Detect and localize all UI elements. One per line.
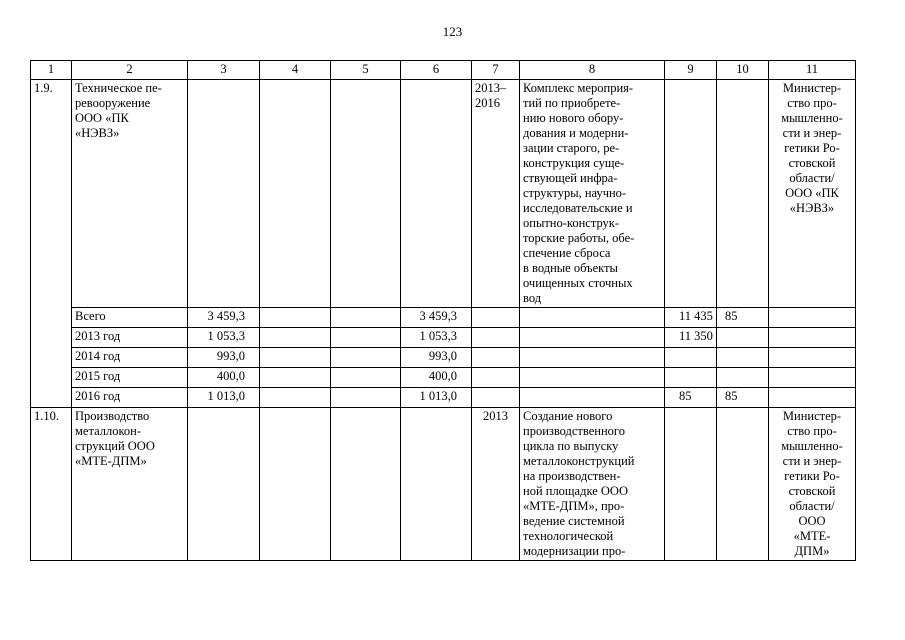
cell-empty — [769, 348, 856, 368]
sub-c6: 1 013,0 — [401, 388, 472, 408]
row-name: Производство металлокон- струкций ООО «МТЕ-ДПМ» — [72, 408, 188, 561]
header-col-7: 7 — [472, 61, 520, 80]
measures-table — [30, 60, 856, 561]
cell-empty — [769, 308, 856, 328]
table-row — [31, 308, 856, 328]
cell-empty — [769, 368, 856, 388]
table-row — [31, 328, 856, 348]
cell-empty — [260, 80, 331, 308]
sub-c10 — [717, 348, 769, 368]
cell-empty — [717, 408, 769, 561]
cell-empty — [472, 388, 520, 408]
cell-empty — [331, 308, 401, 328]
cell-empty — [472, 328, 520, 348]
cell-empty — [520, 328, 665, 348]
row-name: Техническое пе- ревооружение ООО «ПК «НЭВЗ» — [72, 80, 188, 308]
header-col-5: 5 — [331, 61, 401, 80]
cell-empty — [331, 80, 401, 308]
cell-empty — [769, 388, 856, 408]
cell-empty — [260, 368, 331, 388]
header-col-3: 3 — [188, 61, 260, 80]
sub-c6: 3 459,3 — [401, 308, 472, 328]
header-col-2: 2 — [72, 61, 188, 80]
cell-empty — [472, 308, 520, 328]
sub-label: 2015 год — [72, 368, 188, 388]
cell-empty — [188, 80, 260, 308]
cell-empty — [331, 408, 401, 561]
cell-empty — [520, 388, 665, 408]
sub-c3: 400,0 — [188, 368, 260, 388]
cell-empty — [260, 408, 331, 561]
row-period: 2013– 2016 — [472, 80, 520, 308]
cell-empty — [401, 80, 472, 308]
sub-c10 — [717, 368, 769, 388]
table-row — [31, 80, 856, 308]
sub-c3: 1 013,0 — [188, 388, 260, 408]
header-col-11: 11 — [769, 61, 856, 80]
sub-c3: 3 459,3 — [188, 308, 260, 328]
row-id: 1.9. — [31, 80, 72, 408]
sub-c10 — [717, 328, 769, 348]
cell-empty — [665, 408, 717, 561]
header-col-10: 10 — [717, 61, 769, 80]
table-row — [31, 368, 856, 388]
cell-empty — [260, 328, 331, 348]
cell-empty — [520, 308, 665, 328]
sub-c6: 993,0 — [401, 348, 472, 368]
cell-empty — [260, 388, 331, 408]
row-description: Комплекс мероприя- тий по приобрете- нию нового обору- дования и модерни- зации старого, ре- конструкция суще- ствующей инфра- структуры, научно- исследовательские и опытно-конструк- торские работы, обе- спечение сброса в водные объекты очищенных сточных вод — [520, 80, 665, 308]
sub-label: 2013 год — [72, 328, 188, 348]
cell-empty — [401, 408, 472, 561]
cell-empty — [331, 368, 401, 388]
sub-c9: 11 350 — [665, 328, 717, 348]
cell-empty — [260, 308, 331, 328]
cell-empty — [331, 388, 401, 408]
sub-label: 2014 год — [72, 348, 188, 368]
sub-c9: 85 — [665, 388, 717, 408]
sub-c9 — [665, 368, 717, 388]
sub-c10: 85 — [717, 388, 769, 408]
header-row — [31, 61, 856, 80]
cell-empty — [520, 348, 665, 368]
row-responsible: Министер- ство про- мышленно- сти и энер- гетики Ро- стовской области/ ООО «МТЕ- ДПМ» — [769, 408, 856, 561]
page-number: 123 — [442, 24, 463, 39]
sub-c3: 993,0 — [188, 348, 260, 368]
sub-label: 2016 год — [72, 388, 188, 408]
header-col-6: 6 — [401, 61, 472, 80]
cell-empty — [472, 348, 520, 368]
row-id: 1.10. — [31, 408, 72, 561]
cell-empty — [188, 408, 260, 561]
header-col-9: 9 — [665, 61, 717, 80]
sub-c10: 85 — [717, 308, 769, 328]
row-period: 2013 — [472, 408, 520, 561]
sub-c3: 1 053,3 — [188, 328, 260, 348]
table-row — [31, 408, 856, 561]
cell-empty — [520, 368, 665, 388]
row-responsible: Министер- ство про- мышленно- сти и энер- гетики Ро- стовской области/ ООО «ПК «НЭВЗ» — [769, 80, 856, 308]
cell-empty — [331, 348, 401, 368]
table-row — [31, 388, 856, 408]
table-row — [31, 348, 856, 368]
sub-c9 — [665, 348, 717, 368]
sub-label: Всего — [72, 308, 188, 328]
header-col-4: 4 — [260, 61, 331, 80]
row-description: Создание нового производственного цикла по выпуску металлоконструкций на производствен- ной площадке ООО «МТЕ-ДПМ», про- ведение системной технологической модернизации про- — [520, 408, 665, 561]
cell-empty — [769, 328, 856, 348]
cell-empty — [472, 368, 520, 388]
sub-c9: 11 435 — [665, 308, 717, 328]
cell-empty — [717, 80, 769, 308]
cell-empty — [665, 80, 717, 308]
sub-c6: 1 053,3 — [401, 328, 472, 348]
header-col-1: 1 — [31, 61, 72, 80]
sub-c6: 400,0 — [401, 368, 472, 388]
header-col-8: 8 — [520, 61, 665, 80]
cell-empty — [260, 348, 331, 368]
cell-empty — [331, 328, 401, 348]
